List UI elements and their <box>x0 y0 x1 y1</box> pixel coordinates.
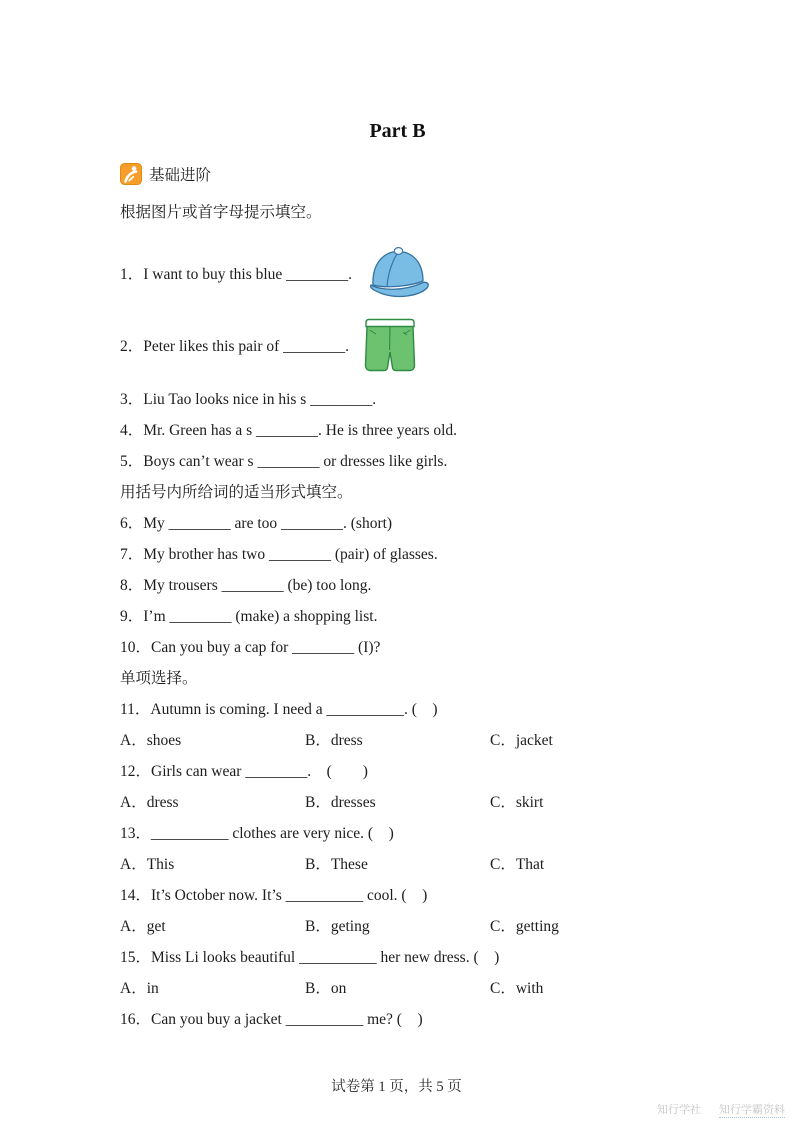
question-6: 6．My ________ are too ________. (short) <box>120 515 393 532</box>
instruction-multiple-choice: 单项选择。 <box>120 670 198 687</box>
question-1-text: 1．I want to buy this blue ________. <box>120 266 353 283</box>
green-shorts-image <box>363 315 417 375</box>
question-2-text: 2．Peter likes this pair of ________. <box>120 338 350 355</box>
option-c: C．jacket <box>490 732 553 749</box>
question-3: 3．Liu Tao looks nice in his s ________. <box>120 391 377 408</box>
page-title: Part B <box>369 120 426 142</box>
watermark <box>657 1101 785 1118</box>
option-b: B．on <box>305 980 347 997</box>
blue-cap-image <box>366 244 432 302</box>
option-b: B．dress <box>305 732 363 749</box>
section-badge <box>120 161 675 187</box>
question-1 <box>120 242 675 304</box>
question-4: 4．Mr. Green has a s ________. He is three years old. <box>120 422 458 439</box>
question-12: 12．Girls can wear ________. ( ) <box>120 763 368 780</box>
instruction-word-form: 用括号内所给词的适当形式填空。 <box>120 484 353 501</box>
question-8: 8．My trousers ________ (be) too long. <box>120 577 372 594</box>
question-11-options <box>120 725 675 756</box>
option-b: B．geting <box>305 918 370 935</box>
question-14-options <box>120 911 675 942</box>
watermark-left: 知行学社 <box>657 1104 701 1116</box>
option-a: A．This <box>120 856 175 873</box>
question-13-options <box>120 849 675 880</box>
jumping-figure-icon <box>120 163 142 185</box>
option-c: C．getting <box>490 918 559 935</box>
question-15: 15．Miss Li looks beautiful __________ her new dress. ( ) <box>120 949 500 966</box>
page-footer: 试卷第 1 页，共 5 页 <box>331 1079 462 1095</box>
page-content <box>0 120 793 1035</box>
option-b: B．dresses <box>305 794 376 811</box>
question-16: 16．Can you buy a jacket __________ me? ( ) <box>120 1011 423 1028</box>
option-a: A．dress <box>120 794 179 811</box>
option-a: A．in <box>120 980 159 997</box>
watermark-right: 知行学霸资料 <box>719 1101 785 1118</box>
option-c: C．with <box>490 980 544 997</box>
option-b: B．These <box>305 856 368 873</box>
option-a: A．get <box>120 918 166 935</box>
instruction-fill-by-picture: 根据图片或首字母提示填空。 <box>120 204 322 221</box>
option-a: A．shoes <box>120 732 182 749</box>
question-5: 5．Boys can’t wear s ________ or dresses like girls. <box>120 453 448 470</box>
question-2 <box>120 312 675 378</box>
option-c: C．That <box>490 856 545 873</box>
badge-label: 基础进阶 <box>149 167 212 184</box>
question-13: 13．__________ clothes are very nice. ( ) <box>120 825 394 842</box>
option-c: C．skirt <box>490 794 544 811</box>
question-14: 14．It’s October now. It’s __________ cool. ( ) <box>120 887 428 904</box>
question-12-options <box>120 787 675 818</box>
question-11: 11．Autumn is coming. I need a __________. ( ) <box>120 701 438 718</box>
question-15-options <box>120 973 675 1004</box>
question-10: 10．Can you buy a cap for ________ (I)? <box>120 639 381 656</box>
question-9: 9．I’m ________ (make) a shopping list. <box>120 608 378 625</box>
question-7: 7．My brother has two ________ (pair) of glasses. <box>120 546 438 563</box>
